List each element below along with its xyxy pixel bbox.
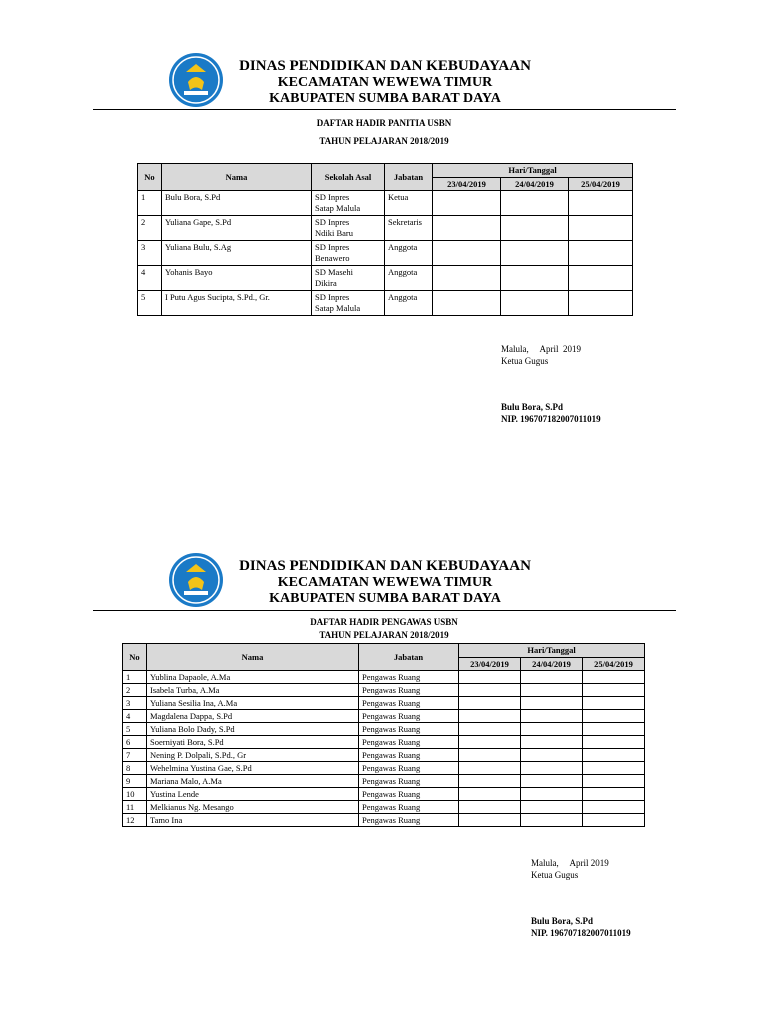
sekolah-line: SD Inpres [315, 217, 350, 228]
table-row [123, 671, 645, 684]
header-date: 23/04/2019 [433, 177, 501, 191]
section1-subtitle: TAHUN PELAJARAN 2018/2019 [319, 136, 449, 146]
table-row [138, 241, 633, 266]
kop-line-3: KABUPATEN SUMBA BARAT DAYA [269, 91, 501, 107]
cell-date-blank [521, 684, 583, 697]
header-date: 24/04/2019 [501, 177, 569, 191]
cell-date-blank [459, 736, 521, 749]
table-row [123, 775, 645, 788]
cell-nama: Soerniyati Bora, S.Pd [147, 736, 359, 749]
pengawas-attendance-table [122, 643, 645, 827]
cell-date-blank [569, 266, 633, 291]
header-no: No [138, 164, 162, 191]
table-row [138, 266, 633, 291]
cell-nama: Wehelmina Yustina Gae, S.Pd [147, 762, 359, 775]
cell-jabatan: Pengawas Ruang [359, 697, 459, 710]
signature-name: Bulu Bora, S.Pd [501, 402, 564, 413]
cell-date-blank [521, 736, 583, 749]
cell-jabatan: Anggota [385, 241, 433, 266]
cell-date-blank [583, 775, 645, 788]
cell-no: 2 [138, 216, 162, 241]
letterhead-divider [93, 610, 676, 611]
cell-jabatan: Sekretaris [385, 216, 433, 241]
header-no: No [123, 644, 147, 671]
kop-line-2: KECAMATAN WEWEWA TIMUR [277, 575, 493, 591]
cell-date-blank [583, 671, 645, 684]
cell-date-blank [583, 814, 645, 827]
letterhead [190, 58, 580, 107]
panitia-attendance-table [137, 163, 633, 316]
signature-block [531, 857, 631, 940]
table-row [123, 723, 645, 736]
table-row [123, 749, 645, 762]
cell-jabatan: Pengawas Ruang [359, 788, 459, 801]
sekolah-line: SD Masehi [315, 267, 354, 278]
cell-nama: Isabela Turba, A.Ma [147, 684, 359, 697]
cell-date-blank [569, 241, 633, 266]
header-hari-tanggal: Hari/Tanggal [459, 644, 645, 658]
cell-jabatan: Ketua [385, 191, 433, 216]
cell-date-blank [583, 788, 645, 801]
cell-date-blank [459, 723, 521, 736]
cell-no: 1 [123, 671, 147, 684]
cell-date-blank [521, 697, 583, 710]
cell-date-blank [459, 710, 521, 723]
cell-jabatan: Anggota [385, 266, 433, 291]
sekolah-line: SD Inpres [315, 192, 350, 203]
cell-date-blank [459, 775, 521, 788]
cell-date-blank [459, 671, 521, 684]
cell-date-blank [433, 191, 501, 216]
cell-no: 2 [123, 684, 147, 697]
header-date: 24/04/2019 [521, 657, 583, 671]
cell-date-blank [433, 241, 501, 266]
cell-date-blank [521, 775, 583, 788]
table-row [123, 684, 645, 697]
sekolah-line: Satap Malula [315, 302, 361, 313]
cell-date-blank [521, 749, 583, 762]
letterhead-divider [93, 109, 676, 110]
signature-name: Bulu Bora, S.Pd [531, 916, 594, 927]
cell-date-blank [459, 762, 521, 775]
cell-jabatan: Pengawas Ruang [359, 814, 459, 827]
cell-date-blank [459, 814, 521, 827]
cell-jabatan: Pengawas Ruang [359, 801, 459, 814]
cell-date-blank [583, 736, 645, 749]
cell-nama: Yuliana Bolo Dady, S.Pd [147, 723, 359, 736]
cell-date-blank [459, 684, 521, 697]
cell-nama: Tamo Ina [147, 814, 359, 827]
kop-line-1: DINAS PENDIDIKAN DAN KEBUDAYAAN [239, 58, 531, 74]
sekolah-line: Ndiki Baru [315, 227, 354, 238]
signature-place-date: Malula, April 2019 [531, 858, 609, 868]
header-sekolah-asal: Sekolah Asal [312, 164, 385, 191]
cell-date-blank [583, 684, 645, 697]
table-row [138, 191, 633, 216]
cell-jabatan: Pengawas Ruang [359, 762, 459, 775]
cell-date-blank [433, 291, 501, 316]
cell-date-blank [521, 788, 583, 801]
cell-date-blank [459, 749, 521, 762]
cell-no: 12 [123, 814, 147, 827]
cell-nama: Nening P. Dolpali, S.Pd., Gr [147, 749, 359, 762]
signature-nip: NIP. 196707182007011019 [501, 414, 601, 425]
cell-sekolah [312, 291, 385, 316]
header-date: 25/04/2019 [583, 657, 645, 671]
cell-date-blank [569, 291, 633, 316]
cell-no: 11 [123, 801, 147, 814]
sekolah-line: SD Inpres [315, 292, 350, 303]
cell-jabatan: Pengawas Ruang [359, 684, 459, 697]
cell-no: 6 [123, 736, 147, 749]
section2-title: DAFTAR HADIR PENGAWAS USBN [310, 617, 458, 627]
table-row [123, 710, 645, 723]
cell-no: 5 [138, 291, 162, 316]
cell-date-blank [459, 801, 521, 814]
section1-title: DAFTAR HADIR PANITIA USBN [316, 118, 452, 128]
header-date: 25/04/2019 [569, 177, 633, 191]
cell-date-blank [569, 191, 633, 216]
cell-date-blank [501, 216, 569, 241]
signature-role: Ketua Gugus [501, 356, 549, 367]
table-row [138, 291, 633, 316]
cell-date-blank [521, 710, 583, 723]
cell-no: 5 [123, 723, 147, 736]
cell-nama: Bulu Bora, S.Pd [162, 191, 312, 216]
cell-date-blank [459, 697, 521, 710]
signature-place-date: Malula, April 2019 [501, 344, 581, 354]
cell-nama: Yublina Dapaole, A.Ma [147, 671, 359, 684]
kop-line-1: DINAS PENDIDIKAN DAN KEBUDAYAAN [239, 558, 531, 574]
table-row [123, 814, 645, 827]
letterhead [190, 558, 580, 607]
cell-jabatan: Pengawas Ruang [359, 710, 459, 723]
sekolah-line: Dikira [315, 277, 337, 288]
kop-line-3: KABUPATEN SUMBA BARAT DAYA [269, 591, 501, 607]
table-row [123, 801, 645, 814]
cell-date-blank [433, 266, 501, 291]
cell-date-blank [521, 671, 583, 684]
cell-date-blank [583, 723, 645, 736]
header-nama: Nama [162, 164, 312, 191]
signature-role: Ketua Gugus [531, 870, 579, 881]
section2-subtitle: TAHUN PELAJARAN 2018/2019 [319, 630, 449, 640]
cell-sekolah [312, 266, 385, 291]
cell-date-blank [501, 191, 569, 216]
cell-no: 7 [123, 749, 147, 762]
cell-jabatan: Pengawas Ruang [359, 723, 459, 736]
cell-sekolah [312, 216, 385, 241]
cell-date-blank [501, 266, 569, 291]
cell-date-blank [433, 216, 501, 241]
sekolah-line: Satap Malula [315, 202, 361, 213]
cell-jabatan: Pengawas Ruang [359, 671, 459, 684]
cell-nama: Yuliana Sesilia Ina, A.Ma [147, 697, 359, 710]
header-hari-tanggal: Hari/Tanggal [433, 164, 633, 178]
cell-date-blank [583, 697, 645, 710]
cell-nama: Yohanis Bayo [162, 266, 312, 291]
header-date: 23/04/2019 [459, 657, 521, 671]
cell-nama: Mariana Malo, A.Ma [147, 775, 359, 788]
signature-nip: NIP. 196707182007011019 [531, 928, 631, 939]
cell-no: 3 [123, 697, 147, 710]
cell-no: 1 [138, 191, 162, 216]
table-row [123, 762, 645, 775]
cell-date-blank [521, 801, 583, 814]
cell-nama: Melkianus Ng. Mesango [147, 801, 359, 814]
header-nama: Nama [147, 644, 359, 671]
cell-date-blank [583, 801, 645, 814]
cell-date-blank [459, 788, 521, 801]
cell-date-blank [583, 710, 645, 723]
cell-date-blank [521, 814, 583, 827]
cell-nama: Yuliana Gape, S.Pd [162, 216, 312, 241]
cell-nama: Magdalena Dappa, S.Pd [147, 710, 359, 723]
sekolah-line: Benawero [315, 252, 350, 263]
cell-date-blank [521, 762, 583, 775]
cell-nama: Yustina Lende [147, 788, 359, 801]
table-row [123, 697, 645, 710]
cell-date-blank [583, 749, 645, 762]
cell-no: 4 [123, 710, 147, 723]
signature-block [501, 343, 601, 426]
cell-jabatan: Pengawas Ruang [359, 775, 459, 788]
cell-no: 10 [123, 788, 147, 801]
cell-jabatan: Pengawas Ruang [359, 736, 459, 749]
cell-nama: I Putu Agus Sucipta, S.Pd., Gr. [162, 291, 312, 316]
table-row [123, 788, 645, 801]
cell-nama: Yuliana Bulu, S.Ag [162, 241, 312, 266]
table-row [123, 736, 645, 749]
cell-jabatan: Pengawas Ruang [359, 749, 459, 762]
sekolah-line: SD Inpres [315, 242, 350, 253]
header-jabatan: Jabatan [385, 164, 433, 191]
header-jabatan: Jabatan [359, 644, 459, 671]
cell-date-blank [569, 216, 633, 241]
cell-date-blank [583, 762, 645, 775]
cell-no: 4 [138, 266, 162, 291]
cell-no: 8 [123, 762, 147, 775]
cell-sekolah [312, 241, 385, 266]
cell-date-blank [501, 241, 569, 266]
cell-no: 3 [138, 241, 162, 266]
table-row [138, 216, 633, 241]
cell-date-blank [521, 723, 583, 736]
kop-line-2: KECAMATAN WEWEWA TIMUR [277, 75, 493, 91]
cell-jabatan: Anggota [385, 291, 433, 316]
cell-sekolah [312, 191, 385, 216]
cell-date-blank [501, 291, 569, 316]
cell-no: 9 [123, 775, 147, 788]
